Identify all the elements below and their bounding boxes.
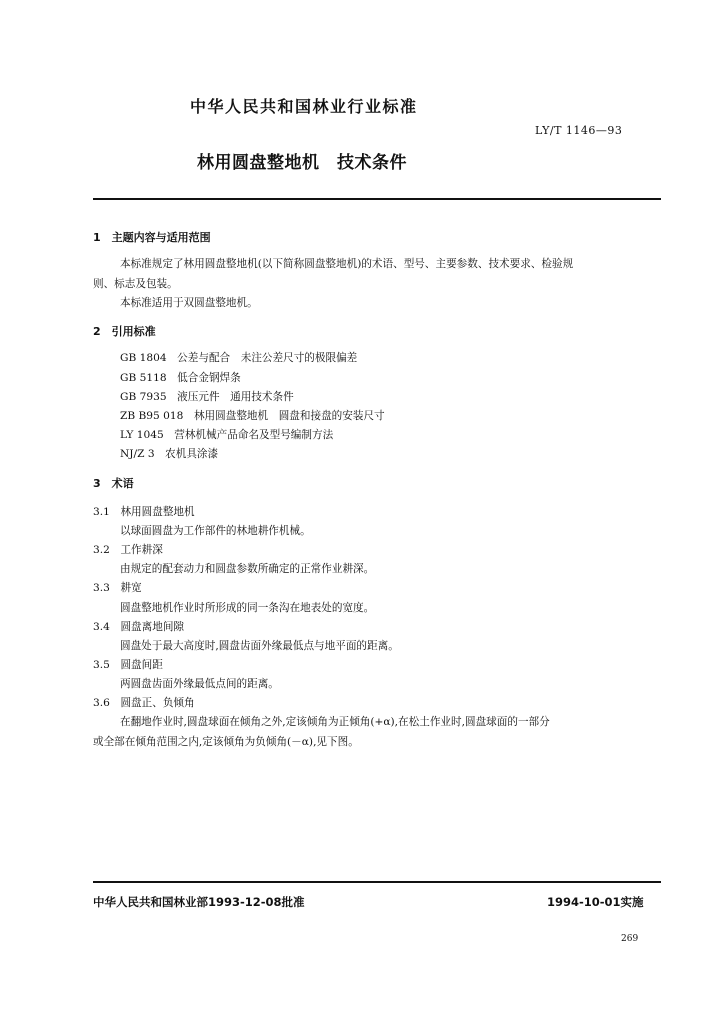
section-1-heading: 1 主题内容与适用范围	[93, 231, 211, 244]
approval-line: 中华人民共和国林业部1993-12-08批准	[93, 895, 305, 909]
term-text-continuation: 或全部在倾角范围之内,定该倾角为负倾角(－α),见下图。	[93, 736, 359, 748]
reference-item: NJ/Z 3 农机具涂漆	[120, 448, 219, 460]
reference-item: GB 1804 公差与配合 未注公差尺寸的极限偏差	[120, 352, 358, 364]
implementation-date: 1994-10-01实施	[547, 895, 644, 909]
section-1-para1-line1: 本标准规定了林用圆盘整地机(以下简称圆盘整地机)的术语、型号、主要参数、技术要求、检验规	[120, 258, 574, 270]
reference-item: LY 1045 营林机械产品命名及型号编制方法	[120, 429, 334, 441]
term-title: 3.5 圆盘间距	[93, 659, 163, 671]
standard-code: LY/T 1146—93	[535, 124, 623, 137]
page-number: 269	[621, 934, 639, 944]
term-text: 圆盘处于最大高度时,圆盘齿面外缘最低点与地平面的距离。	[120, 640, 399, 652]
standard-title: 中华人民共和国林业行业标准	[190, 97, 418, 116]
term-text: 圆盘整地机作业时所形成的同一条沟在地表处的宽度。	[120, 602, 375, 614]
term-text: 以球面圆盘为工作部件的林地耕作机械。	[120, 525, 311, 537]
section-1-para2: 本标准适用于双圆盘整地机。	[120, 297, 258, 309]
reference-item: ZB B95 018 林用圆盘整地机 圆盘和接盘的安装尺寸	[120, 410, 385, 422]
term-text: 由规定的配套动力和圆盘参数所确定的正常作业耕深。	[120, 563, 375, 575]
section-3-heading: 3 术语	[93, 477, 134, 490]
reference-item: GB 5118 低合金钢焊条	[120, 372, 241, 384]
term-title: 3.2 工作耕深	[93, 544, 163, 556]
term-text: 两圆盘齿面外缘最低点间的距离。	[120, 678, 279, 690]
section-2-heading: 2 引用标准	[93, 325, 156, 338]
term-text: 在翻地作业时,圆盘球面在倾角之外,定该倾角为正倾角(+α),在松土作业时,圆盘球面的一部分	[120, 716, 550, 728]
term-title: 3.4 圆盘离地间隙	[93, 621, 185, 633]
term-title: 3.3 耕宽	[93, 582, 142, 594]
section-1-para1-line2: 则、标志及包装。	[93, 278, 178, 290]
header-rule	[93, 198, 661, 200]
document-title: 林用圆盘整地机 技术条件	[197, 153, 407, 173]
footer-rule	[93, 881, 661, 883]
term-title: 3.1 林用圆盘整地机	[93, 506, 195, 518]
term-title: 3.6 圆盘正、负倾角	[93, 697, 195, 709]
reference-item: GB 7935 液压元件 通用技术条件	[120, 391, 294, 403]
